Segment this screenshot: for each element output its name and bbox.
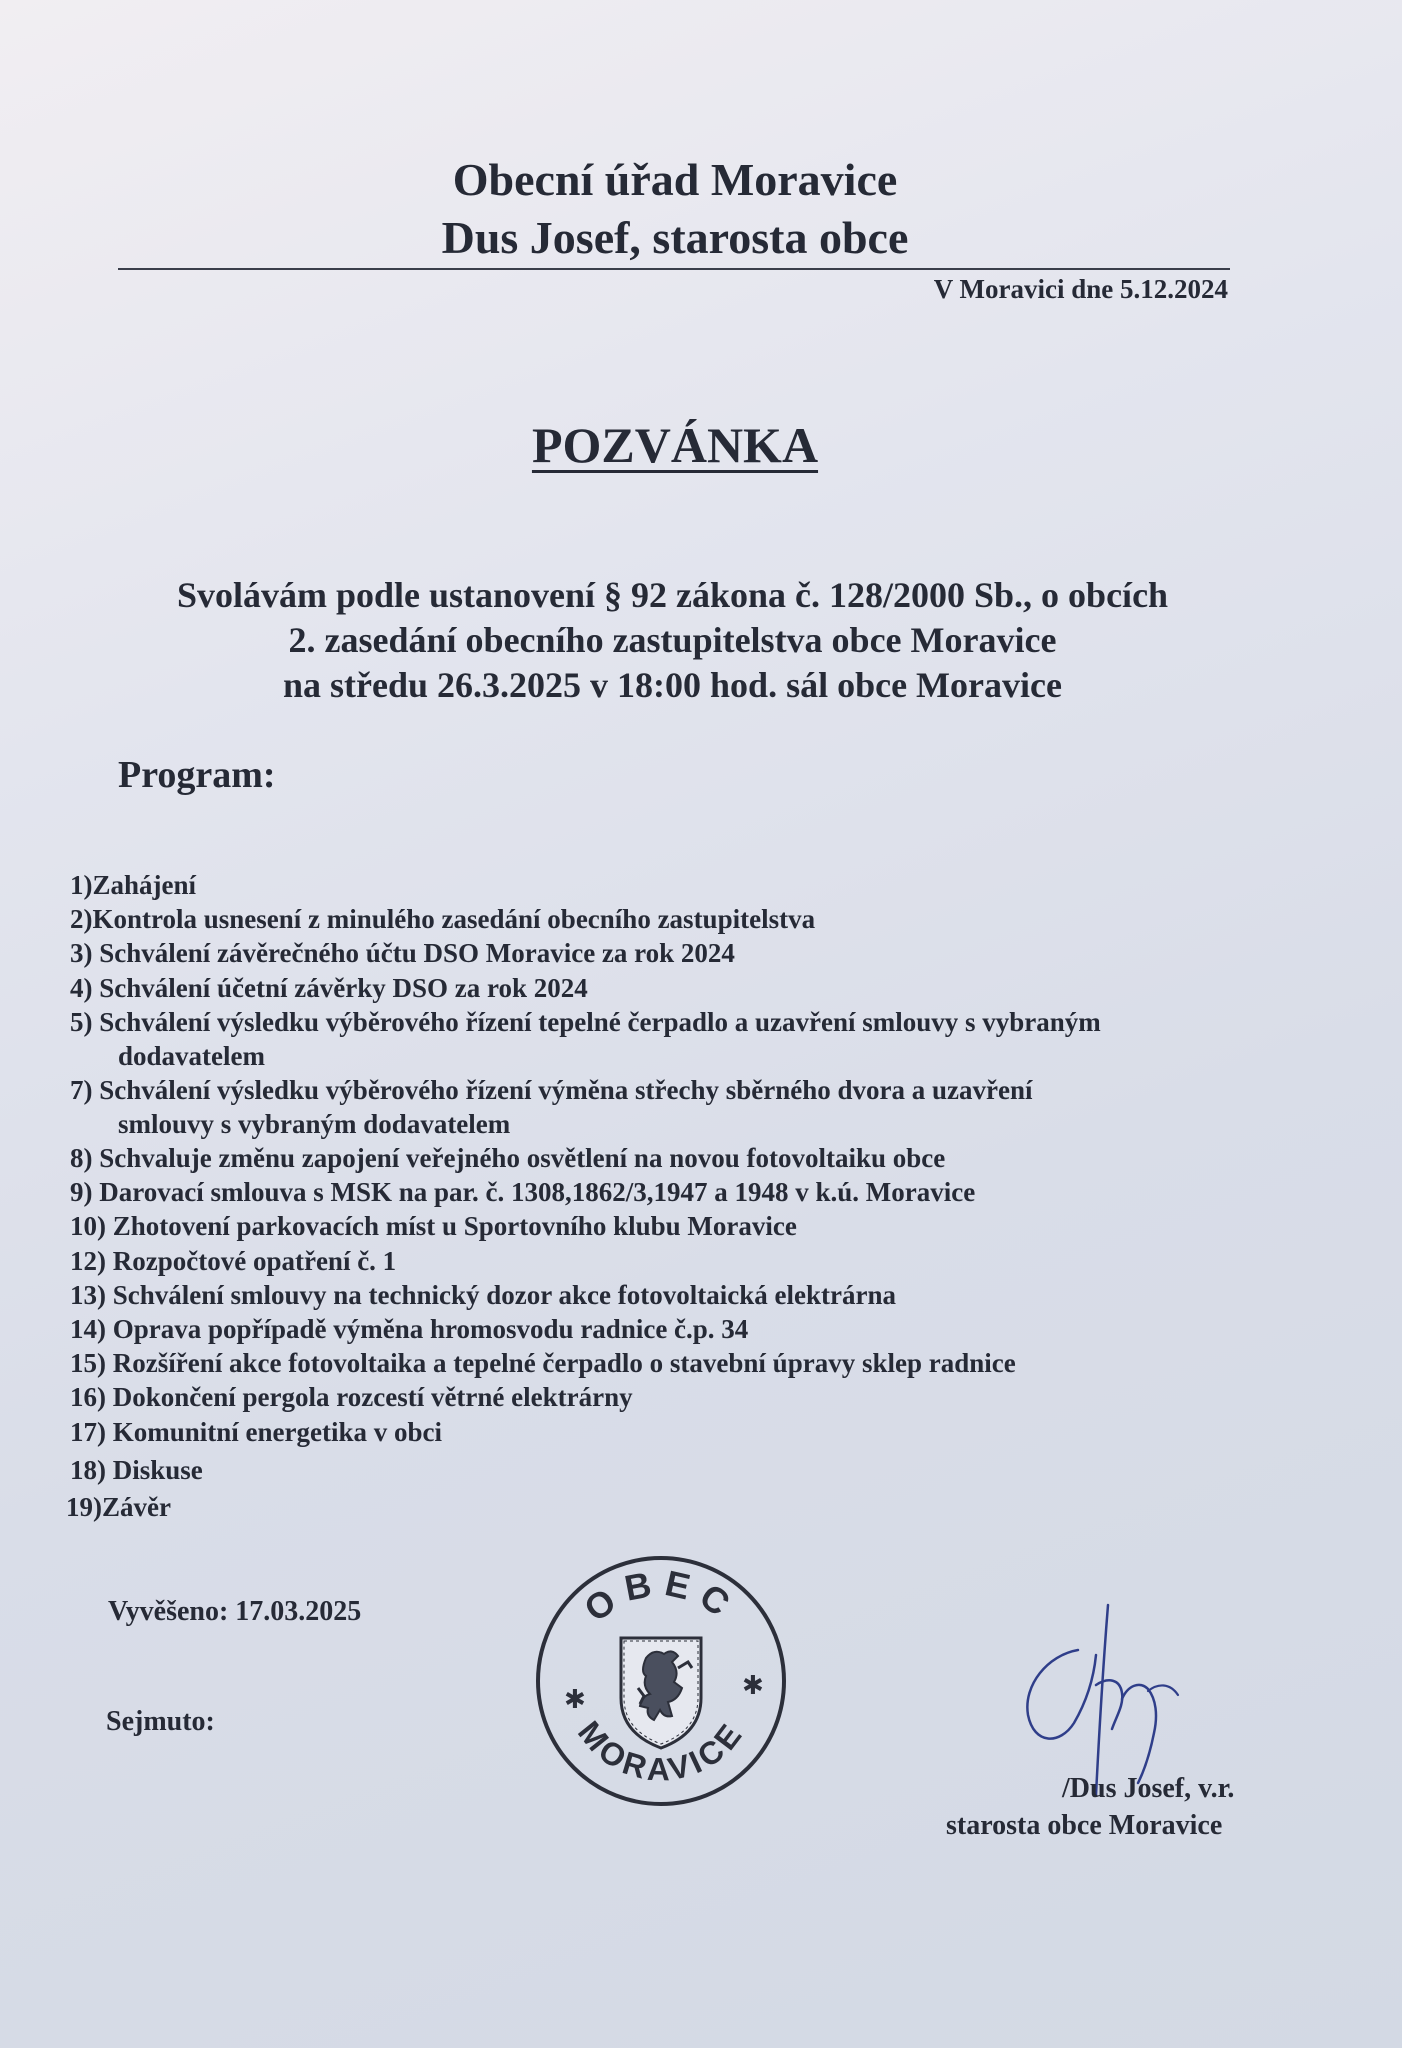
item-text: Schválení výsledku výběrového řízení tepelné čerpadlo a uzavření smlouvy s vybraným <box>99 1007 1101 1037</box>
item-number: 3) <box>70 938 93 968</box>
intro-line: Svolávám podle ustanovení § 92 zákona č. 128/2000 Sb., o obcích <box>176 575 1169 615</box>
item-number: 7) <box>70 1075 93 1105</box>
item-number: 10) <box>70 1211 106 1241</box>
program-item <box>70 1073 1032 1107</box>
signatory-role: starosta obce Moravice <box>946 1810 1223 1841</box>
item-text: Darovací smlouva s MSK na par. č. 1308,1862/3,1947 a 1948 v k.ú. Moravice <box>99 1177 976 1207</box>
intro-line: 2. zasedání obecního zastupitelstva obce Moravice <box>288 620 1057 660</box>
item-text: Schválení smlouvy na technický dozor akce fotovoltaická elektrárna <box>112 1280 896 1310</box>
item-text: Komunitní energetika v obci <box>112 1417 442 1447</box>
item-number: 2) <box>70 904 93 934</box>
program-item <box>70 971 588 1005</box>
posted-date: Vyvěšeno: 17.03.2025 <box>108 1596 362 1627</box>
stamp-top-text: OBEC <box>576 1561 746 1630</box>
item-number: 13) <box>70 1280 106 1310</box>
program-item-continuation: smlouvy s vybraným dodavatelem <box>118 1109 511 1139</box>
item-text: Dokončení pergola rozcestí větrné elektrárny <box>112 1382 633 1412</box>
program-item <box>70 1380 633 1414</box>
item-number: 19) <box>66 1492 102 1522</box>
item-text: Schvaluje změnu zapojení veřejného osvětlení na novou fotovoltaiku obce <box>99 1143 946 1173</box>
item-text: Oprava popřípadě výměna hromosvodu radnice č.p. 34 <box>112 1314 749 1344</box>
item-number: 9) <box>70 1177 93 1207</box>
removed-date: Sejmuto: <box>106 1706 215 1737</box>
municipal-stamp <box>528 1548 794 1814</box>
office-title: Obecní úřad Moravice <box>452 154 898 205</box>
stamp-star-icon: ✱ <box>564 1684 586 1714</box>
program-item <box>70 1312 748 1346</box>
item-text: Schválení závěrečného účtu DSO Moravice za rok 2024 <box>99 938 735 968</box>
item-text: Závěr <box>102 1492 171 1522</box>
item-text: Rozpočtové opatření č. 1 <box>112 1246 397 1276</box>
item-number: 17) <box>70 1417 106 1447</box>
program-item <box>66 1490 171 1524</box>
program-item <box>70 902 815 936</box>
program-item <box>70 1175 975 1209</box>
item-text: Zahájení <box>92 870 197 900</box>
program-item <box>70 1209 797 1243</box>
item-text: Schválení účetní závěrky DSO za rok 2024 <box>99 973 588 1003</box>
header-divider <box>118 268 1230 270</box>
item-text: Zhotovení parkovacích míst u Sportovního klubu Moravice <box>112 1211 797 1241</box>
program-item <box>70 1244 396 1278</box>
intro-line: na středu 26.3.2025 v 18:00 hod. sál obce Moravice <box>283 665 1062 705</box>
item-number: 18) <box>70 1455 106 1485</box>
program-item <box>70 1453 203 1487</box>
program-heading: Program: <box>118 754 276 796</box>
program-item <box>70 1346 1016 1380</box>
program-item-continuation: dodavatelem <box>118 1041 265 1071</box>
program-item <box>70 868 196 902</box>
program-item <box>70 1005 1101 1039</box>
item-number: 15) <box>70 1348 106 1378</box>
mayor-title: Dus Josef, starosta obce <box>441 212 909 263</box>
program-item <box>70 1141 945 1175</box>
item-text: Rozšíření akce fotovoltaika a tepelné čerpadlo o stavební úpravy sklep radnice <box>112 1348 1016 1378</box>
item-number: 16) <box>70 1382 106 1412</box>
program-item <box>70 1415 442 1449</box>
item-text: Diskuse <box>112 1455 203 1485</box>
item-number: 4) <box>70 973 93 1003</box>
item-text: Kontrola usnesení z minulého zasedání obecního zastupitelstva <box>92 904 816 934</box>
program-item <box>70 936 735 970</box>
program-item <box>70 1278 896 1312</box>
item-number: 14) <box>70 1314 106 1344</box>
signatory-name: /Dus Josef, v.r. <box>1062 1773 1235 1804</box>
stamp-star-icon: ✱ <box>742 1670 764 1700</box>
item-number: 8) <box>70 1143 93 1173</box>
stamp-bottom-text: MORAVICE <box>571 1714 751 1788</box>
document-date: V Moravici dne 5.12.2024 <box>933 274 1228 304</box>
item-number: 1) <box>70 870 93 900</box>
coat-of-arms-icon <box>621 1638 701 1748</box>
item-number: 12) <box>70 1246 106 1276</box>
document-title: POZVÁNKA <box>531 417 819 473</box>
item-text: Schválení výsledku výběrového řízení výměna střechy sběrného dvora a uzavření <box>99 1075 1033 1105</box>
item-number: 5) <box>70 1007 93 1037</box>
